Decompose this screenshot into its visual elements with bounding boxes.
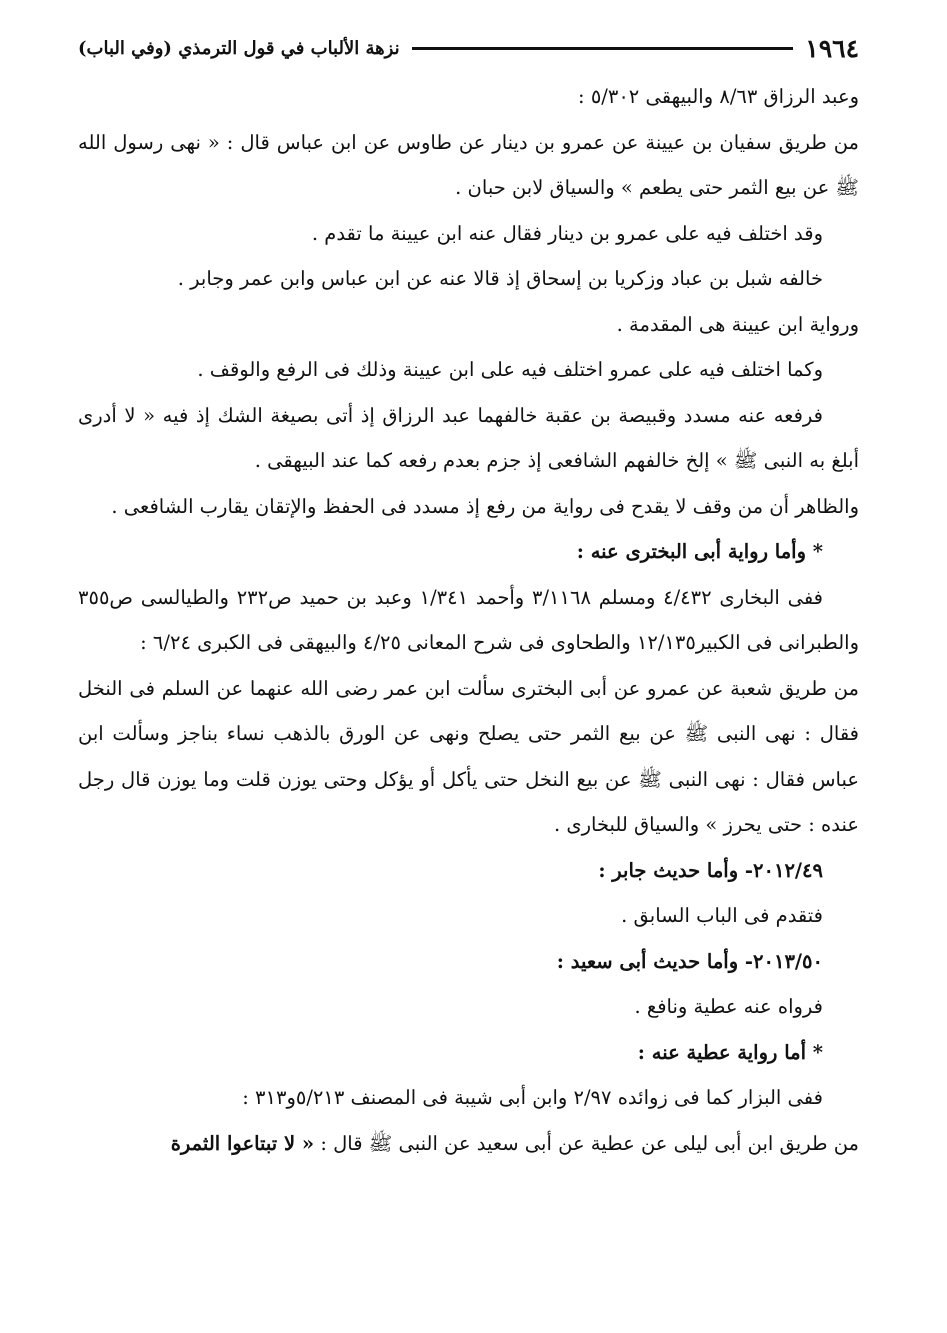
section-heading: ٢٠١٢/٤٩- وأما حديث جابر : <box>598 858 823 882</box>
paragraph: فرفعه عنه مسدد وقبيصة بن عقبة خالفهما عبد الرزاق إذ أتى بصيغة الشك إذ فيه « لا أدرى أبلغ به النبى ﷺ » إلخ خالفهم الشافعى إذ جزم بعدم رفعه كما عند البيهقى . <box>78 403 859 472</box>
paragraph: وعبد الرزاق ٨/٦٣ والبيهقى ٥/٣٠٢ : <box>578 85 859 108</box>
paragraph: وقد اختلف فيه على عمرو بن دينار فقال عنه ابن عيينة ما تقدم . <box>311 221 823 245</box>
running-title: نزهة الألباب في قول الترمذي (وفي الباب) <box>78 37 400 59</box>
paragraph: من طريق شعبة عن عمرو عن أبى البخترى سألت ابن عمر رضى الله عنهما عن السلم فى النخل فقال : نهى النبى ﷺ عن بيع الثمر حتى يصلح ونهى عن الورق بالذهب نساء بناجز وسألت ابن عباس فقال : نهى النبى ﷺ عن بيع النخل حتى يأكل أو يؤكل وحتى يوزن قلت وما يوزن قال رجل عنده : حتى يحرز » والسياق للبخارى . <box>78 676 859 836</box>
page-number: ١٩٦٤ <box>805 33 859 63</box>
paragraph: والظاهر أن من وقف لا يقدح فى رواية من رفع إذ مسدد فى الحفظ والإتقان يقارب الشافعى . <box>111 494 859 518</box>
paragraph: وكما اختلف فيه على عمرو اختلف فيه على ابن عيينة وذلك فى الرفع والوقف . <box>197 358 823 381</box>
paragraph: ورواية ابن عيينة هى المقدمة . <box>616 312 859 336</box>
paragraph: خالفه شبل بن عباد وزكريا بن إسحاق إذ قالا عنه عن ابن عباس وابن عمر وجابر . <box>177 267 823 290</box>
header-rule <box>412 47 794 50</box>
paragraph: ففى البخارى ٤/٤٣٢ ومسلم ٣/١١٦٨ وأحمد ١/٣٤١ وعبد بن حميد ص٢٣٢ والطيالسى ص٣٥٥ والطبرانى فى الكبير١٢/١٣٥ والطحاوى فى شرح المعانى ٤/٢٥ والبيهقى فى الكبرى ٦/٢٤ : <box>78 585 859 654</box>
paragraph: فتقدم فى الباب السابق . <box>621 904 823 927</box>
section-heading: ٢٠١٣/٥٠- وأما حديث أبى سعيد : <box>556 949 823 973</box>
paragraph: من طريق سفيان بن عيينة عن عمرو بن دينار عن طاوس عن ابن عباس قال : « نهى رسول الله ﷺ عن بيع الثمر حتى يطعم » والسياق لابن حبان . <box>78 130 859 199</box>
section-heading: * وأما رواية أبى البخترى عنه : <box>576 540 823 563</box>
text-span: من طريق ابن أبى ليلى عن عطية عن أبى سعيد عن النبى ﷺ قال : <box>320 1131 859 1155</box>
page-header <box>78 28 859 68</box>
hadith-quote: « لا تبتاعوا الثمرة <box>170 1131 315 1155</box>
page-body <box>78 74 859 1166</box>
paragraph <box>78 1121 859 1167</box>
paragraph: فرواه عنه عطية ونافع . <box>634 995 823 1018</box>
paragraph: ففى البزار كما فى زوائده ٢/٩٧ وابن أبى شيبة فى المصنف ٥/٢١٣و٣١٣ : <box>242 1086 823 1109</box>
section-heading: * أما رواية عطية عنه : <box>637 1040 823 1064</box>
